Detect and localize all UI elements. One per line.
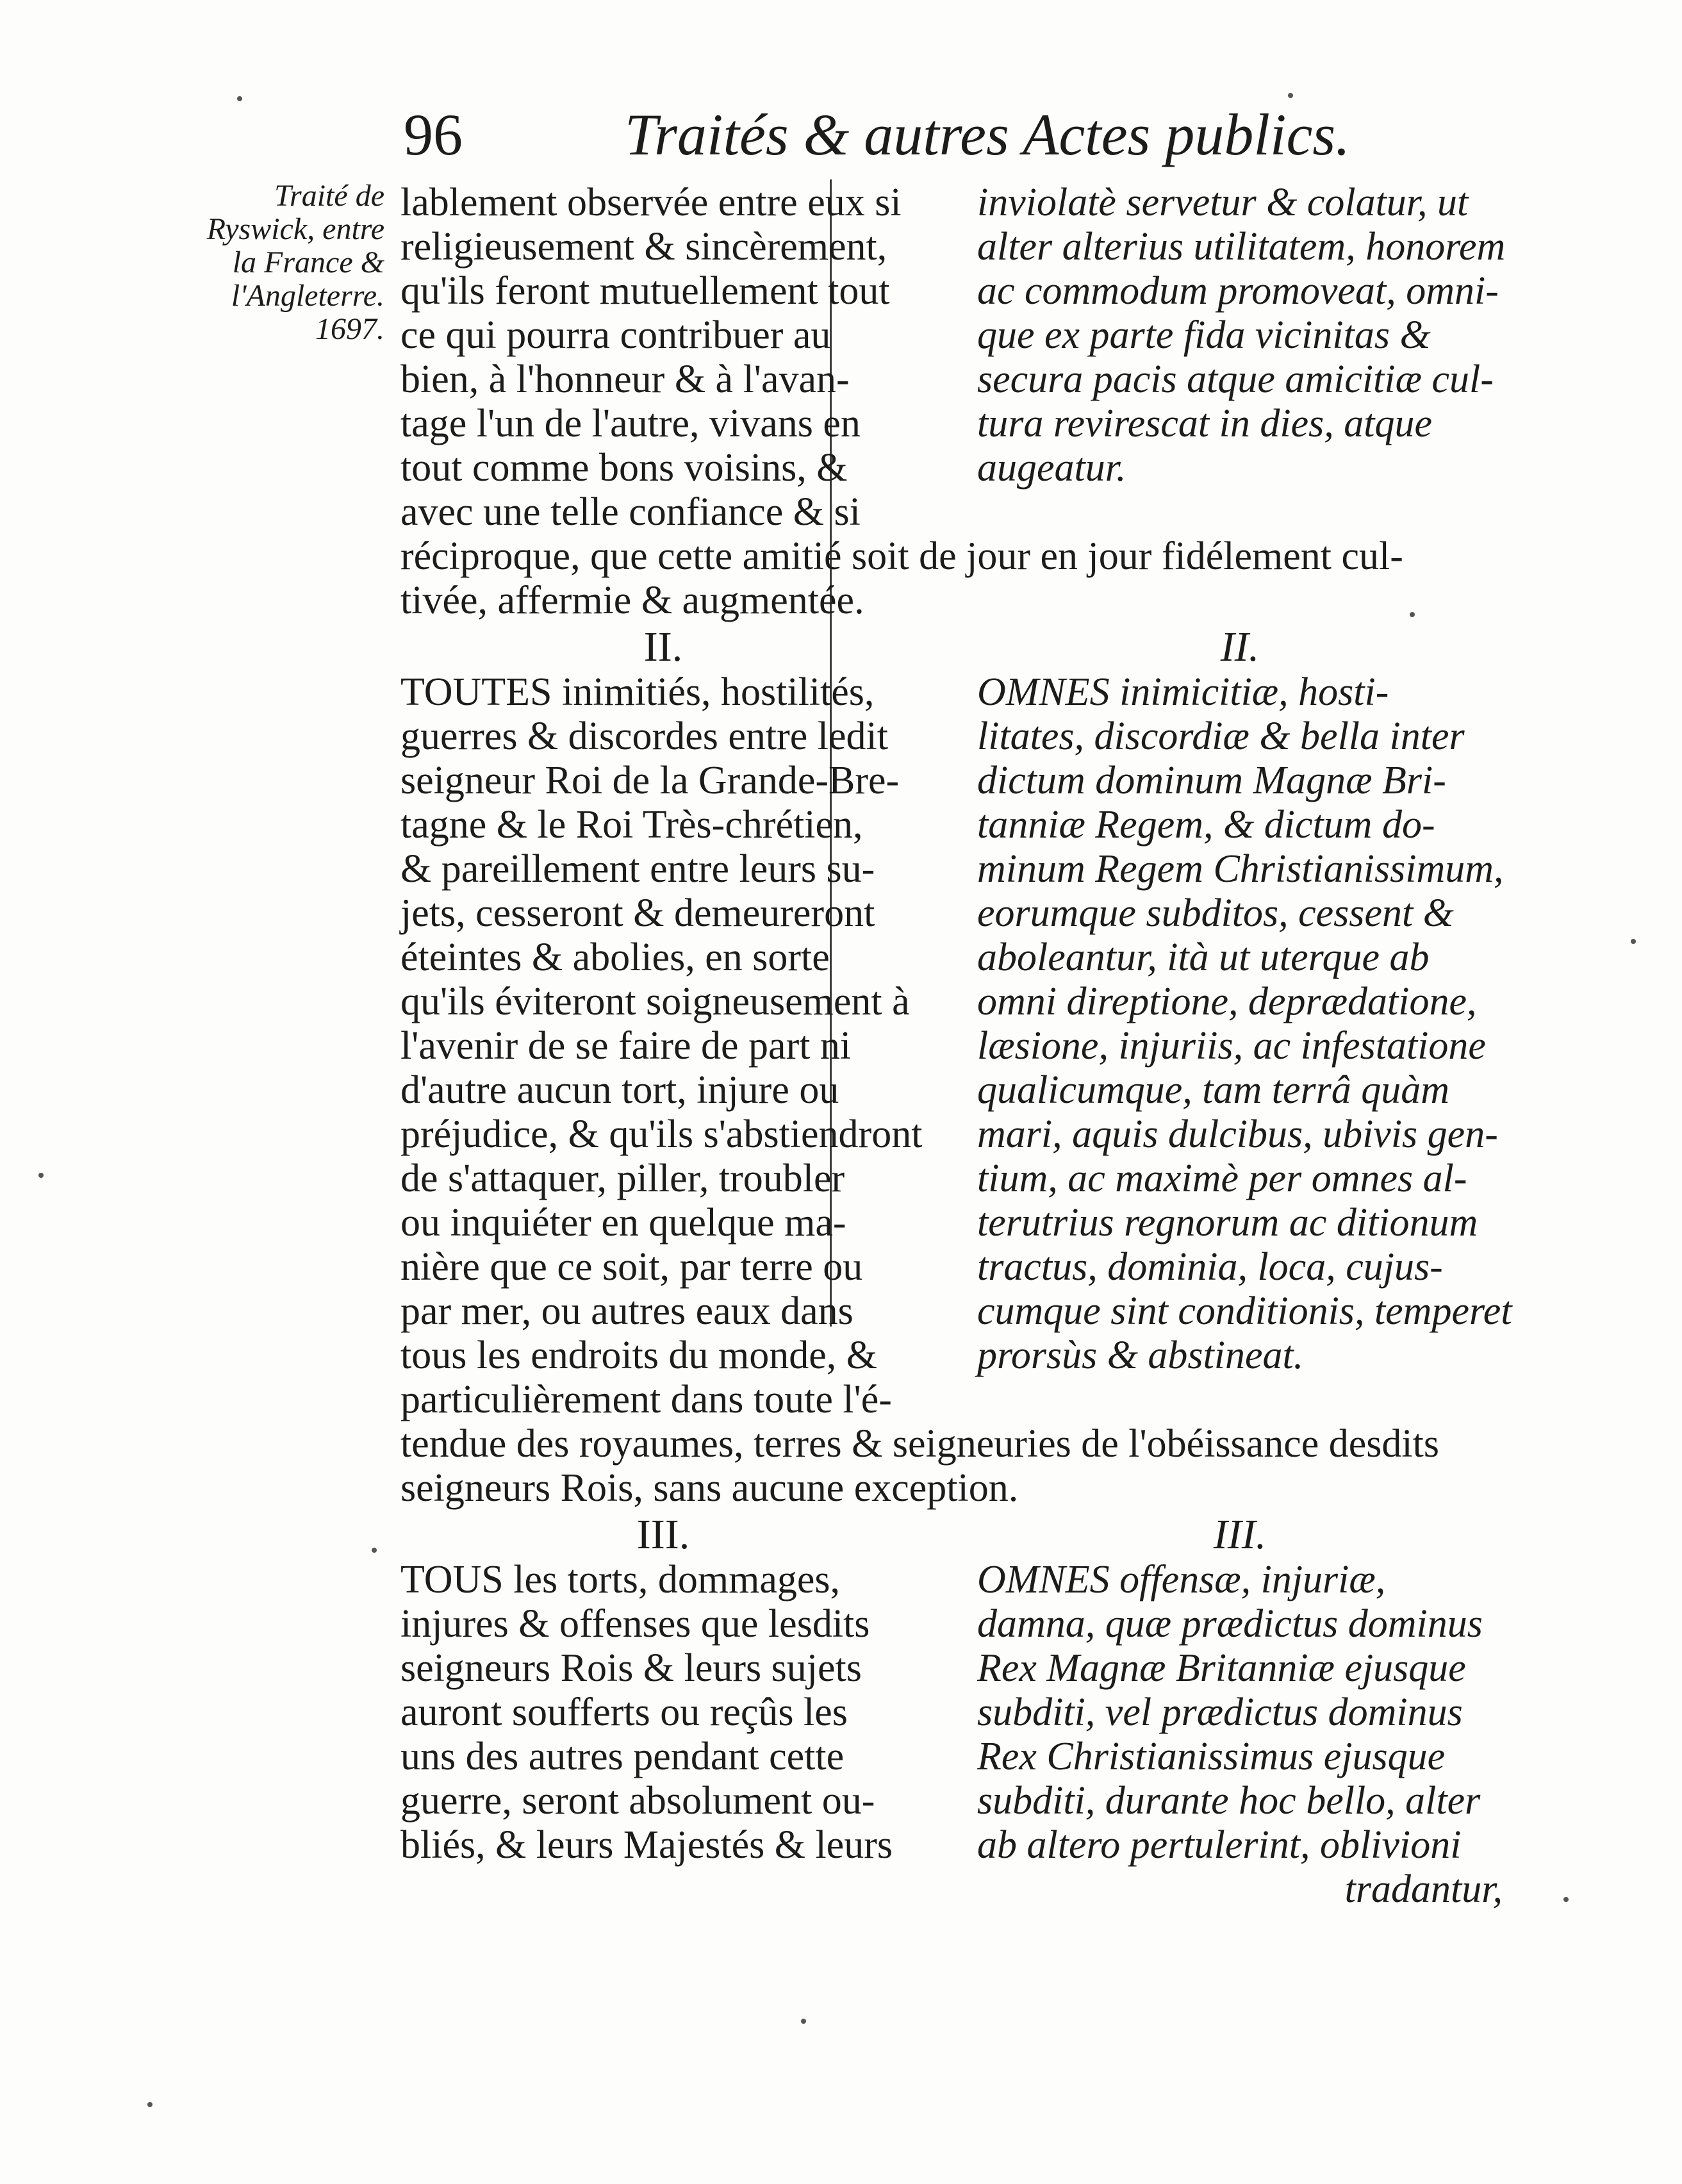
text-line: tendue des royaumes, terres & seigneuries de l'obéissance desdits: [400, 1422, 1439, 1466]
text-line: subditi, durante hoc bello, alter: [977, 1779, 1481, 1823]
text-line: guerre, seront absolument ou-: [400, 1779, 875, 1823]
text-line: uns des autres pendant cette: [400, 1735, 845, 1778]
text-line: aboleantur, ità ut uterque ab: [977, 936, 1430, 979]
text-line: religieusement & sincèrement,: [400, 225, 887, 269]
text-line: tous les endroits du monde, &: [400, 1334, 877, 1377]
text-line: particulièrement dans toute l'é-: [400, 1378, 892, 1421]
text-line: de s'attaquer, piller, troubler: [400, 1157, 845, 1200]
text-line: prorsùs & abstineat.: [977, 1334, 1304, 1377]
text-line: réciproque, que cette amitié soit de jour en jour fidélement cul-: [400, 534, 1403, 578]
text-line: secura pacis atque amicitiæ cul-: [977, 358, 1494, 401]
text-line: cumque sint conditionis, temperet: [977, 1289, 1512, 1333]
page-number: 96: [404, 102, 463, 167]
article-2-heading-latin: II.: [1220, 624, 1260, 670]
article-3-french-column: [400, 1558, 926, 1867]
text-line: qu'ils feront mutuellement tout: [400, 269, 890, 313]
text-line: TOUS les torts, dommages,: [400, 1558, 840, 1601]
article-3-latin-column: [977, 1558, 1503, 1867]
scan-speck: [1410, 612, 1415, 617]
text-line: seigneurs Rois & leurs sujets: [400, 1646, 862, 1690]
page-header: [404, 99, 1493, 170]
text-line: augeatur.: [977, 446, 1126, 490]
text-line: ou inquiéter en quelque ma-: [400, 1201, 846, 1245]
text-line: læsione, injuriis, ac infestatione: [977, 1024, 1486, 1068]
text-line: Rex Magnæ Britanniæ ejusque: [977, 1646, 1466, 1690]
text-line: éteintes & abolies, en sorte: [400, 936, 830, 979]
scan-speck: [147, 2102, 153, 2107]
text-line: d'autre aucun tort, injure ou: [400, 1068, 839, 1112]
text-line: dictum dominum Magnæ Bri-: [977, 759, 1446, 802]
text-line: tium, ac maximè per omnes al-: [977, 1157, 1467, 1200]
margin-note-line: l'Angleterre.: [231, 279, 384, 313]
text-line: eorumque subditos, cessent &: [977, 891, 1454, 935]
text-line: lablement observée entre eux si: [400, 181, 902, 224]
text-line: subditi, vel prædictus dominus: [977, 1691, 1463, 1734]
text-line: jets, cesseront & demeureront: [400, 891, 875, 935]
text-line: mari, aquis dulcibus, ubivis gen-: [977, 1113, 1498, 1156]
text-line: litates, discordiæ & bella inter: [977, 715, 1465, 758]
article-2-full-width-text: [400, 1422, 1503, 1510]
text-line: alter alterius utilitatem, honorem: [977, 225, 1506, 269]
article-2-french-column: [400, 670, 926, 1422]
article-2-heading-french: II.: [643, 624, 683, 670]
text-line: qu'ils éviteront soigneusement à: [400, 980, 910, 1023]
text-line: bliés, & leurs Majestés & leurs: [400, 1823, 893, 1867]
text-line: bien, à l'honneur & à l'avan-: [400, 358, 850, 401]
margin-note-line: Traité de: [274, 179, 384, 213]
article-1-french-column: [400, 181, 926, 534]
text-line: tout comme bons voisins, &: [400, 446, 848, 490]
text-line: minum Regem Christianissimum,: [977, 847, 1504, 891]
catchword-text: tradantur,: [1344, 1867, 1503, 1911]
text-line: guerres & discordes entre ledit: [400, 715, 888, 758]
article-3-heading-french: III.: [636, 1511, 690, 1558]
scan-speck: [372, 1548, 377, 1553]
text-line: ab altero pertulerint, oblivioni: [977, 1823, 1462, 1867]
text-line: par mer, ou autres eaux dans: [400, 1289, 853, 1333]
text-line: ac commodum promoveat, omni-: [977, 269, 1499, 313]
scan-speck: [801, 2019, 806, 2024]
text-line: qualicumque, tam terrâ quàm: [977, 1068, 1450, 1112]
text-line: auront soufferts ou reçûs les: [400, 1691, 848, 1734]
text-line: damna, quæ prædictus dominus: [977, 1602, 1483, 1646]
text-line: Rex Christianissimus ejusque: [977, 1735, 1446, 1778]
text-line: TOUTES inimitiés, hostilités,: [400, 670, 875, 714]
margin-note-line: 1697.: [315, 312, 384, 346]
margin-note-line: Ryswick, entre: [206, 212, 384, 246]
text-line: seigneur Roi de la Grande-Bre-: [400, 759, 900, 802]
text-line: avec une telle confiance & si: [400, 490, 861, 534]
catchword: [977, 1867, 1503, 1912]
scan-speck: [1631, 939, 1636, 944]
text-line: & pareillement entre leurs su-: [400, 847, 875, 891]
text-line: OMNES inimicitiæ, hosti-: [977, 670, 1389, 714]
text-line: injures & offenses que lesdits: [400, 1602, 870, 1646]
article-3-heading-latin: III.: [1213, 1511, 1267, 1558]
running-title: Traités & autres Actes publics.: [625, 102, 1351, 167]
text-line: inviolatè servetur & colatur, ut: [977, 181, 1469, 224]
text-line: l'avenir de se faire de part ni: [400, 1024, 852, 1068]
scan-speck: [1288, 93, 1293, 98]
scan-speck: [237, 96, 242, 101]
text-line: tractus, dominia, loca, cujus-: [977, 1245, 1443, 1289]
text-line: OMNES offensæ, injuriæ,: [977, 1558, 1386, 1601]
text-line: nière que ce soit, par terre ou: [400, 1245, 863, 1289]
text-line: ce qui pourra contribuer au: [400, 313, 831, 357]
scan-speck: [38, 1173, 44, 1178]
text-line: tura revirescat in dies, atque: [977, 402, 1433, 445]
margin-note: [154, 179, 384, 346]
text-line: tivée, affermie & augmentée.: [400, 579, 864, 622]
text-line: omni direptione, deprædatione,: [977, 980, 1477, 1023]
text-line: terutrius regnorum ac ditionum: [977, 1201, 1478, 1245]
article-2-latin-column: [977, 670, 1512, 1378]
text-line: que ex parte fida vicinitas &: [977, 313, 1431, 357]
text-line: tanniæ Regem, & dictum do-: [977, 803, 1435, 847]
article-1-full-width-text: [400, 534, 1503, 623]
scan-speck: [1563, 1897, 1569, 1902]
text-line: préjudice, & qu'ils s'abstiendront: [400, 1113, 923, 1156]
text-line: tage l'un de l'autre, vivans en: [400, 402, 861, 445]
margin-note-line: la France &: [232, 245, 384, 279]
text-line: tagne & le Roi Très-chrétien,: [400, 803, 863, 847]
text-line: seigneurs Rois, sans aucune exception.: [400, 1466, 1019, 1510]
article-1-latin-column: [977, 181, 1506, 490]
